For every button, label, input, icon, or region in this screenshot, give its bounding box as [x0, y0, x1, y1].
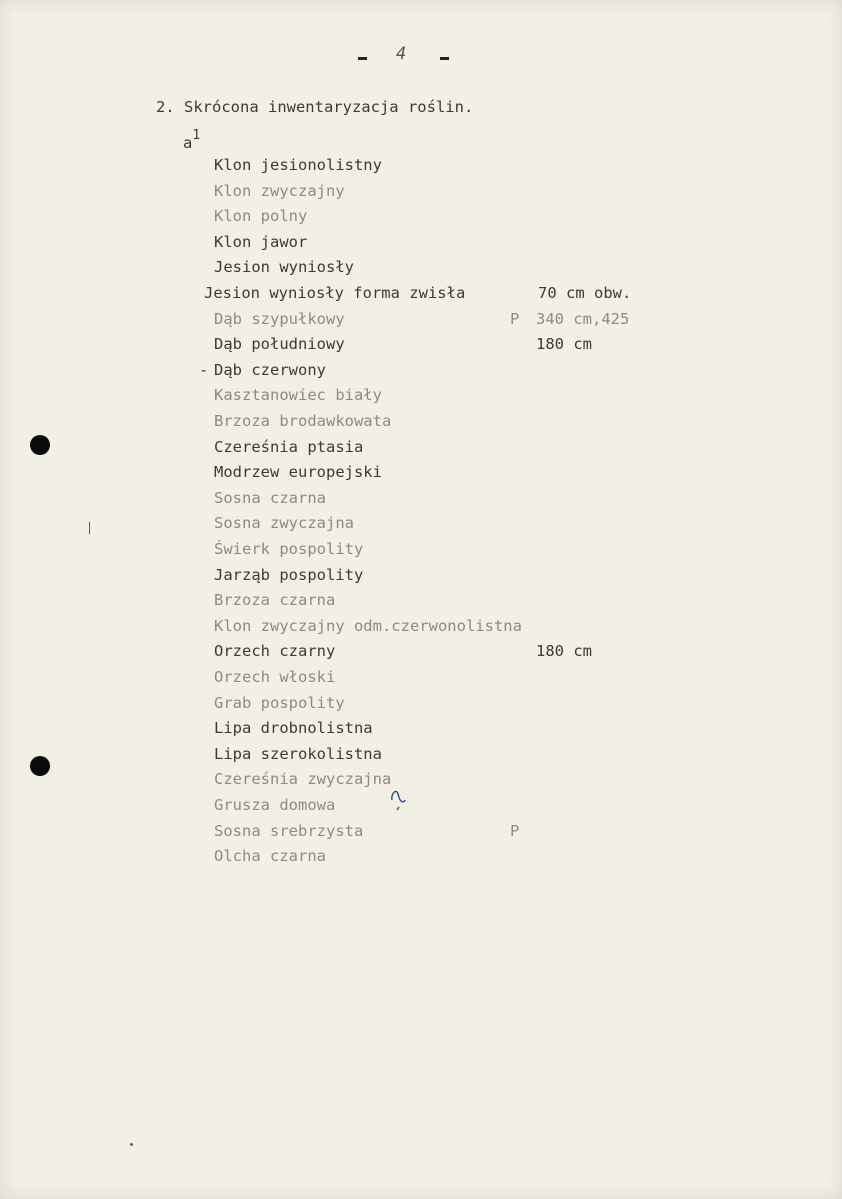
paper-speck — [130, 1143, 133, 1146]
list-marker — [183, 128, 201, 153]
plant-name: Olcha czarna — [214, 847, 326, 866]
plant-name: Sosna czarna — [214, 488, 326, 507]
plant-name: Brzoza czarna — [214, 591, 336, 610]
handwritten-correction-mark — [389, 788, 407, 816]
plant-name: Orzech czarny — [214, 642, 336, 661]
plant-name: Sosna srebrzysta — [214, 821, 364, 840]
plant-name: Grusza domowa — [214, 796, 336, 814]
plant-name: Klon polny — [214, 207, 308, 226]
plant-name: Czereśnia ptasia — [214, 437, 364, 456]
plant-name: Czereśnia zwyczajna — [214, 770, 392, 789]
plant-name: Kasztanowiec biały — [214, 386, 382, 405]
punch-hole-bottom — [30, 756, 50, 776]
plant-measurement: 180 cm — [536, 642, 592, 661]
plant-name: Klon jawor — [214, 232, 308, 251]
list-marker-letter: a — [183, 134, 193, 153]
punch-hole-top — [30, 435, 50, 455]
margin-tick-mark — [89, 522, 90, 534]
section-heading: 2. Skrócona inwentaryzacja roślin. — [156, 98, 474, 116]
plant-name: Dąb szypułkowy — [214, 309, 345, 328]
plant-name: Klon jesionolistny — [214, 156, 382, 174]
plant-measurement: 180 cm — [536, 335, 592, 354]
plant-row-prefix: - — [199, 360, 209, 379]
list-marker-superscript: 1 — [192, 128, 201, 143]
plant-name: Dąb południowy — [214, 335, 345, 354]
plant-name: Modrzew europejski — [214, 463, 382, 482]
plant-mark: P — [510, 309, 520, 328]
page-number-text: 4 — [396, 44, 413, 64]
plant-name: Świerk pospolity — [214, 540, 364, 558]
plant-name: Dąb czerwony — [214, 360, 326, 379]
plant-name: Lipa drobnolistna — [214, 719, 373, 738]
plant-name: Jarząb pospolity — [214, 565, 364, 584]
plant-name: Brzoza brodawkowata — [214, 412, 392, 430]
plant-name: Klon zwyczajny — [214, 181, 345, 200]
plant-name: Lipa szerokolistna — [214, 744, 382, 763]
page-number-right-dash — [440, 57, 449, 60]
plant-measurement: 70 cm obw. — [538, 284, 632, 302]
plant-name: Sosna zwyczajna — [214, 514, 354, 533]
plant-name: Jesion wyniosły forma zwisła — [204, 284, 466, 302]
plant-measurement: 340 cm,425 — [536, 309, 630, 328]
plant-name: Grab pospolity — [214, 693, 345, 712]
plant-mark: P — [510, 821, 520, 840]
plant-name: Jesion wyniosły — [214, 258, 354, 277]
plant-name: Orzech włoski — [214, 668, 336, 686]
plant-name: Klon zwyczajny odm.czerwonolistna — [214, 616, 522, 635]
page-number-left-dash — [358, 57, 367, 60]
